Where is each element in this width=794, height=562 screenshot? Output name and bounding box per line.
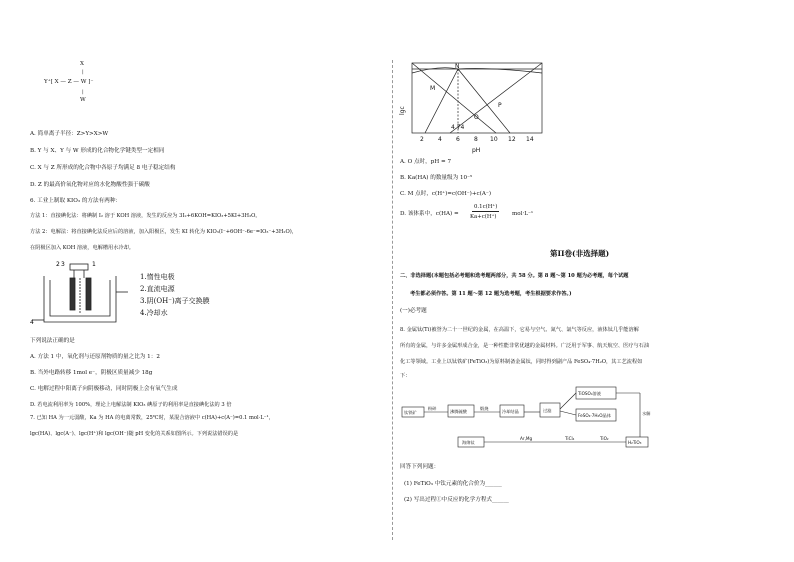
q7-option-d: D. 该体系中，c(HA) =: [400, 211, 459, 217]
q5-option-c: C. X 与 Z 所形成的化合物中各原子均满足 8 电子稳定结构: [30, 165, 176, 171]
point-m-label: M: [430, 85, 436, 92]
flow-ticl4: TiCl₄: [565, 436, 575, 441]
right-column: [400, 0, 770, 562]
flow-hydrolysis: 水解: [642, 411, 651, 416]
annotation-474: 4.74: [451, 124, 465, 131]
lgc-ph-chart: [400, 55, 550, 155]
flow-crush: 粉碎: [428, 406, 437, 411]
flow-armg: Ar,Mg: [520, 436, 533, 441]
q8-line-d: 下：: [400, 373, 411, 379]
q6-method2-a: 方法 2：电解法：将直接碘化法反应后的溶液，加入阳极区，发生 KI 转化为 KIO₃(I⁻+6OH⁻-6e⁻=IO₃⁻+3H₂O)，: [30, 229, 297, 235]
apparatus-legend-4: 4.冷却水: [140, 309, 168, 317]
flow-sulfuric: 沸腾硫酸: [450, 409, 467, 414]
chart-ylabel: lgc: [399, 106, 406, 115]
q6-option-d: D. 若电流利用率为 100%，理论上电解法制 KIO₃ 碘原子的利用率是直接碘化法的 3 倍: [30, 402, 232, 408]
x-tick-8: 8: [474, 136, 478, 143]
left-column: [30, 0, 375, 562]
apparatus-legend-1: 1.惰性电极: [140, 273, 175, 281]
q6-method1: 方法 1：直接碘化法：将碘制 I₂ 溶于 KOH 溶液，发生的反应为 3I₂+6KOH=KIO₃+5KI+3H₂O。: [30, 213, 261, 219]
subsection-label: (一)必考题: [400, 308, 427, 314]
q6-stem: 6. 工业上制取 KIO₃ 的方法有两种：: [30, 198, 122, 204]
flow-feso4: FeSO₄·7H₂O晶体: [578, 413, 611, 418]
flow-crystallize: 冷却结晶: [502, 409, 519, 414]
q5-option-b: B. Y 与 X、Y 与 W 形成的化合物化学键类型一定相同: [30, 148, 165, 154]
column-divider: [392, 60, 393, 540]
answer-title: 回答下列问题：: [400, 464, 440, 470]
apparatus-num-1: 1: [92, 261, 96, 268]
q5-option-d: D. Z 的最高价氧化物对应的水化物酸性强于碳酸: [30, 182, 150, 188]
point-n-label: N: [455, 63, 460, 70]
structure-formula: Y⁺[ X — Z — W ]⁻: [44, 79, 94, 85]
process-flow-diagram: [400, 385, 670, 457]
q8-line-a: 8. 金属钛(Ti)被誉为二十一世纪的金属，在高温下，它易与空气、氮气、氯气等反应，液体钛几乎能溶解: [400, 327, 639, 333]
q7-stem-b: lgc(HA)、lgc(A⁻)、lgc(H⁺)和 lgc(OH⁻)随 pH 变化的关系如图所示。下列说法错误的是: [30, 431, 239, 437]
q6-option-c: C. 电解过程中阳离子向阴极移动，同时阴极上会有氧气生成: [30, 386, 178, 392]
q6-option-a: A. 方法 1 中，氧化剂与还原剂物质的量之比为 1：2: [30, 354, 160, 360]
question-1: (1) FeTiO₃ 中钛元素的化合价为______: [404, 481, 502, 487]
chart-xlabel: pH: [472, 147, 481, 154]
x-tick-6: 6: [456, 136, 460, 143]
q6-ask: 下列说法正确的是: [30, 338, 75, 344]
q7-option-c: C. M 点时，c(H⁺)=c(OH⁻)+c(A⁻): [400, 191, 492, 197]
structure-bond-bottom: |: [82, 89, 84, 95]
structure-top: X: [80, 61, 84, 67]
flow-filter: 过滤: [543, 408, 552, 413]
x-tick-10: 10: [490, 136, 498, 143]
apparatus-num-3: 3: [61, 261, 65, 268]
q8-line-c: 化工等领域。工业上以钛铁矿(FeTiO₃)为原料制备金属钛，同时得到副产品 FeSO₄·7H₂O，其工艺流程如: [400, 359, 643, 365]
x-tick-4: 4: [438, 136, 442, 143]
flow-tio2: TiO₂: [600, 436, 609, 441]
fraction-numerator: 0.1c(H⁺): [474, 204, 498, 210]
flow-sponge-ti: 海绵钛: [462, 440, 475, 445]
x-tick-2: 2: [420, 136, 424, 143]
question-2: (2) 写出过程①中反应的化学方程式______: [404, 497, 509, 503]
flow-ilmenite: 钛铁矿: [404, 410, 417, 415]
apparatus-num-2: 2: [56, 261, 60, 268]
x-tick-14: 14: [526, 136, 534, 143]
structure-bond-top: |: [82, 69, 84, 75]
apparatus-legend-2: 2.直流电源: [140, 285, 175, 293]
q5-option-a: A. 简单离子半径：Z>Y>X>W: [30, 131, 109, 137]
flow-calcine: 煅烧: [480, 406, 489, 411]
q7-option-a: A. O 点时，pH = 7: [400, 159, 452, 165]
q6-method2-b: 在阴极区加入 KOH 溶液，电解槽用水冷却。: [30, 245, 134, 251]
section-title: 第II卷(非选择题): [550, 249, 610, 258]
section2-line-a: 二、非选择题(本题包括必考题和选考题两部分，共 58 分。第 8 题～第 10 题为必考题，每个试题: [400, 273, 629, 279]
flow-h2tio3: H₂TiO₃: [628, 440, 642, 445]
apparatus-num-4: 4: [30, 319, 34, 326]
fraction-denominator: Ka+c(H⁺): [470, 214, 497, 220]
section2-line-b: 考生都必须作答。第 11 题～第 12 题为选考题，考生根据要求作答。): [410, 291, 572, 297]
q6-option-b: B. 当外电路转移 1mol e⁻，阴极区质量减少 18g: [30, 370, 153, 376]
q7-option-b: B. Ka(HA) 的数量级为 10⁻⁵: [400, 175, 473, 181]
point-o-label: O: [474, 114, 479, 121]
flow-tioso4: TiOSO₄溶液: [578, 391, 601, 396]
structure-bottom: W: [80, 97, 86, 103]
x-tick-12: 12: [508, 136, 516, 143]
electrolysis-apparatus: [30, 258, 130, 328]
fraction-unit: mol·L⁻¹: [512, 211, 534, 217]
apparatus-legend-3: 3.阴(OH⁻)离子交换膜: [140, 297, 210, 305]
q7-stem-a: 7. 已知 HA 为一元弱酸，Ka 为 HA 的电离常数，25℃时，某混合溶液中 c(HA)+c(A⁻)=0.1 mol·L⁻¹，: [30, 415, 274, 421]
point-p-label: P: [498, 102, 502, 109]
q8-line-b: 所有的金属，与许多金属形成合金，是一种性能非常优越的金属材料。广泛用于军事、航天航空、医疗与石油: [400, 343, 650, 349]
